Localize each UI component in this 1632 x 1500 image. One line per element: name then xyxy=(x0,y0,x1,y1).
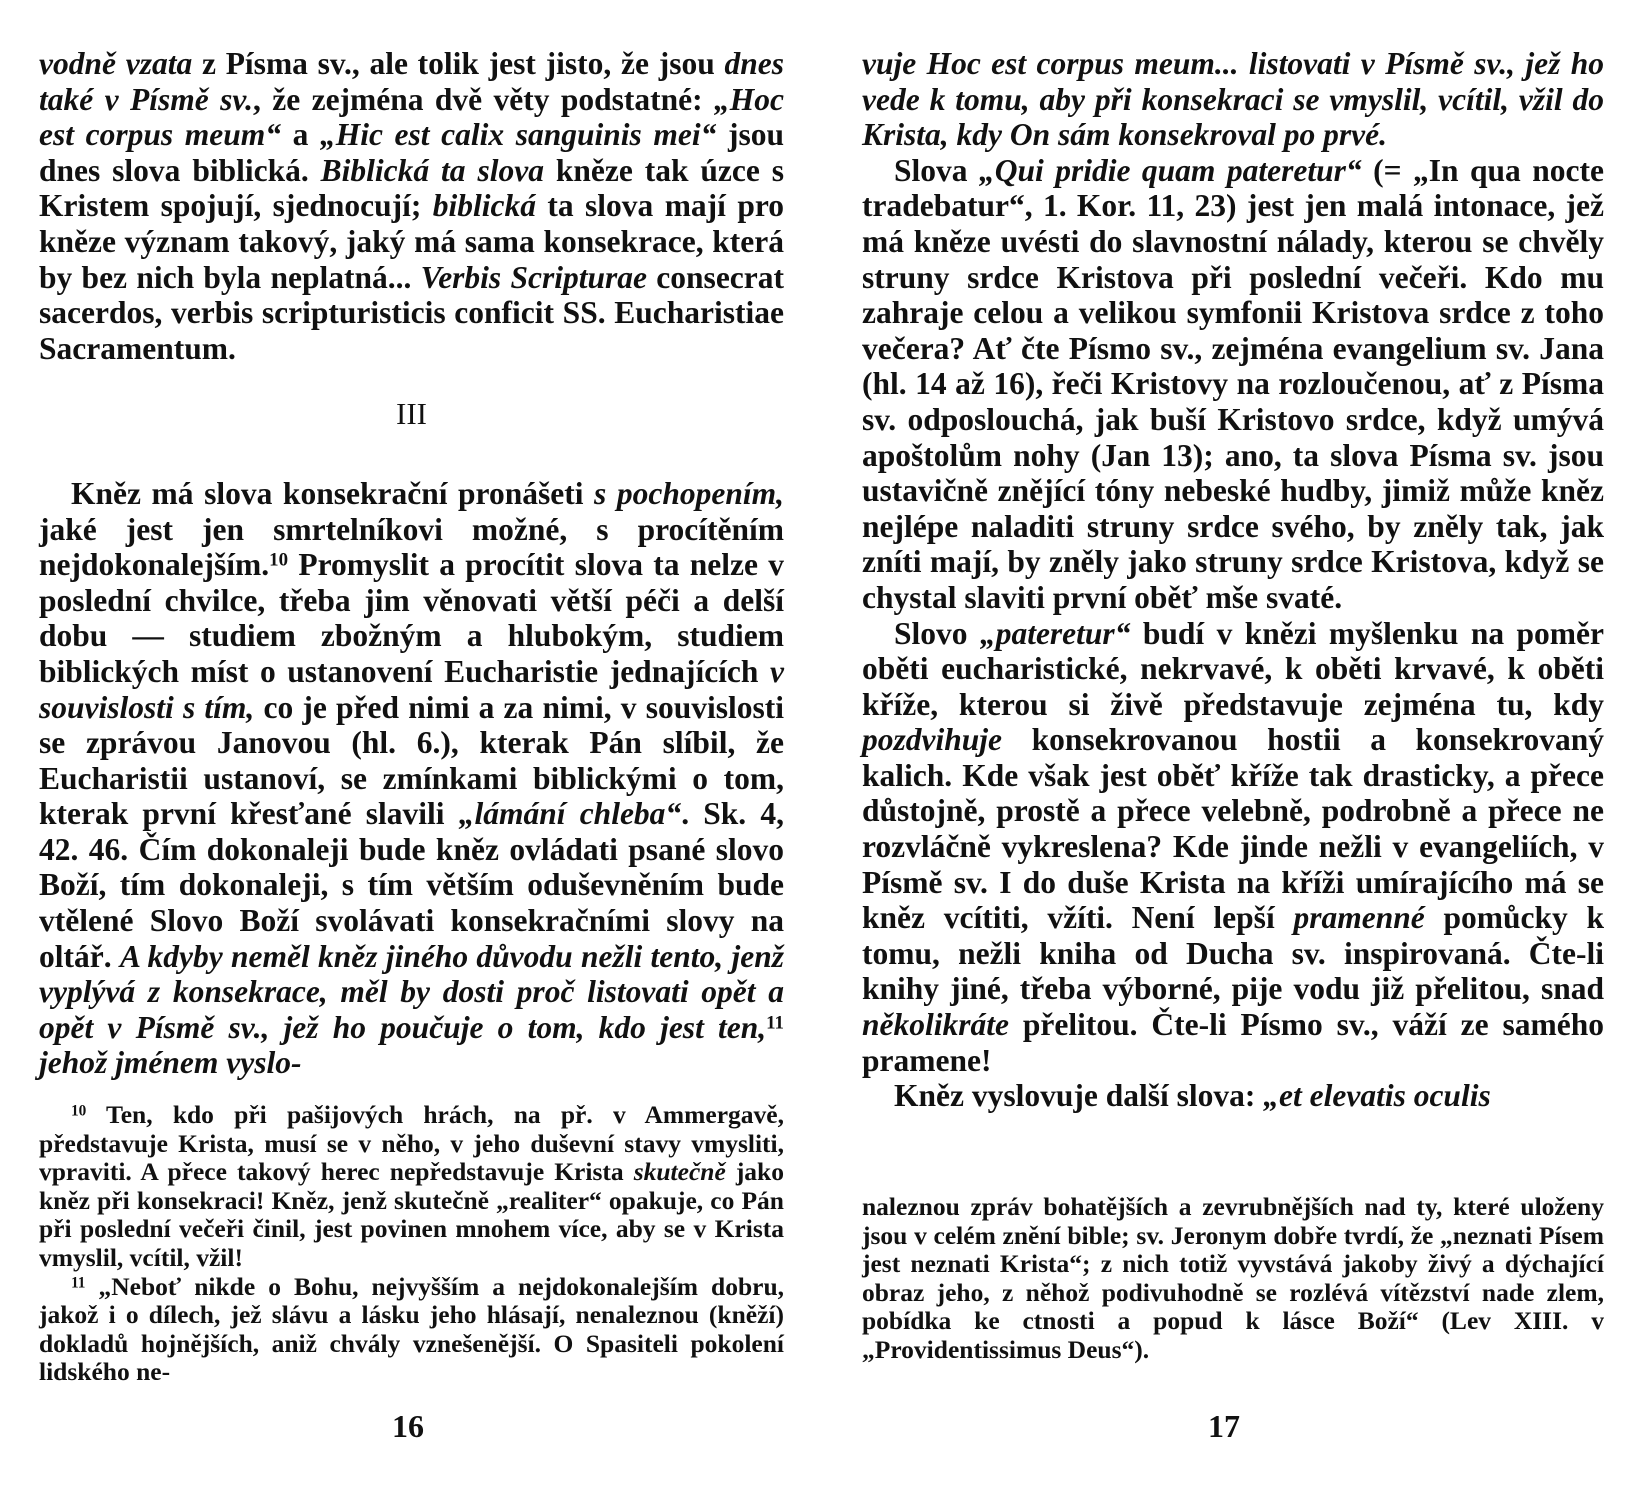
text-span: z Písma sv., ale tolik jest jisto, že jsou xyxy=(192,46,725,81)
text-span: skutečně xyxy=(633,1157,726,1187)
text-span: , že zejména dvě věty podstatné: xyxy=(253,81,715,117)
text-span: jehož jménem vyslo- xyxy=(39,1045,302,1081)
text-span: jaké jest jen smrtelníkovi možné, s procítěním nejdokonalejším. xyxy=(39,511,784,583)
right-footnotes xyxy=(862,1193,1604,1365)
page-number: 16 xyxy=(392,1408,424,1444)
text-span: „Neboť nikde o Bohu, nejvyšším a nejdokonalejším dobru, jakož i o dílech, jež slávu a lásku jeho hlásají, nenaleznou (kněží) dokladů hojnějších, aniž chvály vznešenější. O Spasiteli pokolení lidského ne- xyxy=(39,1271,784,1387)
right-main-text xyxy=(862,46,1604,1114)
text-span: a xyxy=(280,117,320,153)
text-span: „Hoc est corpus meum“ xyxy=(39,81,784,153)
left-main-text xyxy=(39,46,784,1081)
right-page xyxy=(816,0,1632,1500)
right-paragraph-2 xyxy=(862,153,1604,616)
text-span: Verbis Scripturae xyxy=(420,259,648,295)
text-span: Slovo xyxy=(894,615,980,651)
text-span: vuje Hoc est corpus meum... listovati v Písmě sv., jež ho vede k tomu, aby při konsekraci se vmyslil, vcítil, vžil do Krista, kdy On sám konsekroval po prvé. xyxy=(862,46,1604,153)
text-span: (= „In qua nocte tradebatur“, 1. Kor. 11, 23) jest jen malá intonace, jež má kněze uvésti do slavnostní nálady, kterou se chvěly struny srdce Kristova při poslední večeři. Kdo mu zahraje celou a velikou symfonii Kristova srdce z toho večera? Ať čte Písmo sv., zejména evangelium sv. Jana (hl. 14 až 16), řeči Kristovy na rozloučenou, ať z Písma sv. odposlouchá, jak buší Kristovo srdce, když umývá apoštolům nohy (Jan 13); ano, ta slova Písma sv. jsou ustavičně znějící tóny nebeské hudby, jimiž může kněz nejlépe naladiti struny srdce svého, by zněly tak, jak zníti mají, by zněly jako struny srdce Kristova, když se chystal slaviti první oběť mše svaté. xyxy=(862,152,1604,615)
footnote-11-continuation xyxy=(862,1193,1604,1365)
left-footnotes xyxy=(39,1101,784,1387)
text-span: „Qui pridie quam pateretur“ xyxy=(978,152,1362,188)
text-span: „et elevatis oculis xyxy=(1263,1078,1491,1114)
right-paragraph-4 xyxy=(862,1078,1604,1114)
left-paragraph-2 xyxy=(39,476,784,1081)
text-span: jako kněz při konsekraci! Kněz, jenž skutečně „realiter“ opakuje, co Pán při poslední večeři činil, jest povinen mnohem více, aby se v Krista vmyslil, vcítil, vžil! xyxy=(39,1157,784,1272)
text-span: co je před nimi a za nimi, v souvislosti se zprávou Janovou (hl. 6.), kterak Pán slíbil, že Eucharistii ustanoví, se zmínkami biblickými o tom, kterak první křesťané slavili xyxy=(39,689,785,832)
text-span: několikráte xyxy=(862,1007,1009,1043)
text-span: jsou dnes slova biblická. xyxy=(39,117,784,188)
left-paragraph-1 xyxy=(39,46,784,366)
right-paragraph-3 xyxy=(862,616,1604,1079)
footnote-ref-10: 10 xyxy=(269,549,289,571)
text-span: přelitou. Čte-li Písmo sv., váží ze samého pramene! xyxy=(862,1007,1604,1078)
text-span: „lámání chleba“ xyxy=(458,796,682,832)
text-span: naleznou zpráv bohatějších a zevrubnějších nad ty, které uloženy jsou v celém znění bible; sv. Jeronym dobře tvrdí, že „neznati Písem jest neznati Krista“; z nich totiž vyvstává jakoby živý a dýchající obraz jeho, z něhož podivuhodně se rozlévá vítězství nade zlem, pobídka ke ctnosti a popud k lásce Boží“ (Lev XIII. v „Providentissimus Deus“). xyxy=(862,1192,1604,1364)
footnote-10 xyxy=(39,1101,784,1273)
text-span: pomůcky k tomu, nežli kniha od Ducha sv. inspirovaná. Čte-li knihy jiné, třeba výborné, pije vodu již přelitou, snad xyxy=(862,900,1605,1007)
text-span: konsekrovanou hostii a konsekrovaný kalich. Kde však jest oběť kříže tak drasticky, a přece důstojně, prostě a přece velebně, podrobně a přece ne rozvláčně vykreslena? Kde jinde nežli v evangeliích, v Písmě sv. I do duše Krista na kříži umírajícího má se kněz vcítiti, vžíti. Není lepší xyxy=(862,722,1604,936)
page-number: 17 xyxy=(1208,1408,1240,1444)
text-span: Kněz vyslovuje další slova: xyxy=(894,1078,1264,1114)
text-span: . Sk. 4, 42. 46. Čím dokonaleji bude kněz ovládati psané slovo Boží, tím dokonaleji, s tím větším oduševněním bude vtělené Slovo Boží svolávati konsekračními slovy na oltář. xyxy=(39,796,784,974)
text-span: Biblická ta slova xyxy=(320,152,544,188)
text-span: consecrat sacerdos, verbis scripturisticis conficit SS. Eucharistiae Sacramentum. xyxy=(39,259,784,366)
text-span: ta slova mají pro kněze význam takový, jaký má sama konsekrace, která by bez nich byla neplatná... xyxy=(39,188,784,295)
text-span: Promyslit a procítit slova ta nelze v poslední chvilce, třeba jim věnovati větší péči a delší dobu — studiem zbožným a hlubokým, studiem biblických míst o ustanovení Eucharistie jednajících xyxy=(39,547,784,689)
text-span: Kněz má slova konsekrační pronášeti xyxy=(71,475,595,511)
footnote-11 xyxy=(39,1273,784,1387)
text-span: A kdyby neměl kněz jiného důvodu nežli tento, jenž vyplývá z konsekrace, měl by dosti proč listovati opět a opět v Písmě sv., jež ho poučuje o tom, kdo jest ten, xyxy=(39,938,784,1045)
text-span: Slova xyxy=(894,152,979,188)
text-span: Ten, kdo při pašijových hrách, na př. v Ammergavě, představuje Krista, musí se v něho, v jeho duševní stavy vmysliti, vpraviti. A přece takový herec nepředstavuje Krista xyxy=(39,1100,784,1187)
text-span: „Hic est calix sanguinis mei“ xyxy=(319,117,717,153)
footnote-ref-11: 11 xyxy=(766,1012,784,1034)
text-span: biblická xyxy=(432,188,537,224)
section-number: III xyxy=(396,396,427,432)
text-span: kněze tak úzce s Kristem spojují, sjednocují; xyxy=(39,152,784,224)
footnote-number: 11 xyxy=(71,1273,86,1291)
text-span: pozdvihuje xyxy=(862,722,1003,758)
text-span: vodně vzata xyxy=(39,46,193,81)
text-span: pramenné xyxy=(1293,900,1425,936)
text-span: s pochopením, xyxy=(594,475,785,511)
right-paragraph-1 xyxy=(862,46,1604,153)
text-span: „pateretur“ xyxy=(979,615,1131,651)
footnote-number: 10 xyxy=(71,1102,87,1120)
text-span: v souvislosti s tím, xyxy=(39,653,784,725)
text-span: dnes také v Písmě sv. xyxy=(39,46,784,117)
text-span: budí v knězi myšlenku na poměr oběti eucharistické, nekrvavé, k oběti krvavé, k oběti kříže, kterou si živě představuje zejména tu, kdy xyxy=(862,615,1604,722)
